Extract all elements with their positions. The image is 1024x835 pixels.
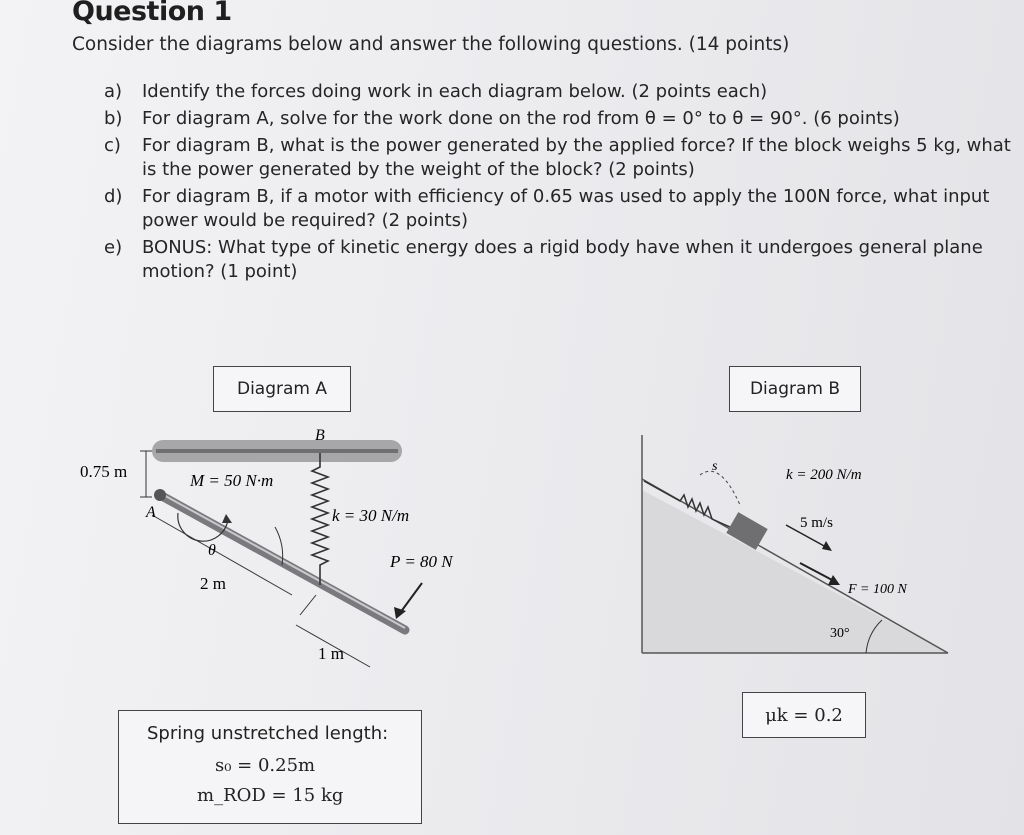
question-text: For diagram B, what is the power generated by the applied force? If the block weighs 5 kg, what is the power generated by the weight of the block? (2 points)	[142, 135, 1011, 180]
question-intro: Consider the diagrams below and answer the following questions. (14 points)	[72, 34, 790, 55]
pin-a	[154, 489, 166, 501]
question-text: Identify the forces doing work in each diagram below. (2 points each)	[142, 81, 768, 102]
label-b: B	[315, 427, 325, 444]
diagram-b-title: Diagram B	[749, 379, 841, 399]
label-velocity: 5 m/s	[800, 515, 833, 531]
question-item-c	[100, 134, 1020, 182]
question-text: For diagram B, if a motor with efficiency of 0.65 was used to apply the 100N force, what input power would be required? (2 points)	[142, 186, 990, 231]
label-s: s	[712, 459, 718, 474]
label-theta: θ	[208, 542, 216, 559]
note-line-3: m_ROD = 15 kg	[197, 785, 344, 806]
label-2m: 2 m	[200, 574, 226, 593]
label-spring-k: k = 200 N/m	[786, 467, 862, 483]
question-item-e	[100, 236, 1020, 284]
label-moment: M = 50 N·m	[190, 471, 274, 490]
label-force-f: F = 100 N	[848, 582, 907, 597]
question-label: b)	[104, 108, 123, 129]
diagram-a-title: Diagram A	[236, 379, 328, 399]
incline-surface	[642, 490, 948, 653]
question-label: a)	[104, 81, 123, 102]
friction-coefficient-box	[742, 692, 866, 738]
diagram-a-title-box	[213, 366, 351, 412]
question-item-d	[100, 185, 1020, 233]
label-1m: 1 m	[318, 644, 344, 663]
force-p-arrow	[400, 583, 422, 613]
spring	[312, 453, 328, 585]
label-height: 0.75 m	[80, 462, 128, 481]
question-title: Question 1	[72, 0, 232, 27]
diagram-b-title-box	[729, 366, 861, 412]
question-text: For diagram A, solve for the work done on the rod from θ = 0° to θ = 90°. (6 points)	[142, 108, 900, 129]
question-label: c)	[104, 135, 121, 156]
question-item-b	[100, 107, 1020, 131]
note-line-1: Spring unstretched length:	[147, 723, 389, 744]
label-angle: 30°	[830, 626, 850, 641]
label-a: A	[146, 504, 156, 521]
question-label: e)	[104, 237, 123, 258]
question-label: d)	[104, 186, 123, 207]
label-force-p: P = 80 N	[390, 552, 453, 571]
diagram-b-figure	[600, 415, 980, 675]
friction-coefficient: μk = 0.2	[765, 704, 843, 726]
question-list	[100, 80, 1020, 287]
note-line-2: s₀ = 0.25m	[215, 755, 316, 776]
question-item-a	[100, 80, 1020, 104]
question-text: BONUS: What type of kinetic energy does a rigid body have when it undergoes general plane motion? (1 point)	[142, 237, 983, 282]
label-spring-k: k = 30 N/m	[332, 506, 410, 525]
diagram-a-figure	[60, 415, 500, 695]
spring-note-box	[118, 710, 422, 824]
